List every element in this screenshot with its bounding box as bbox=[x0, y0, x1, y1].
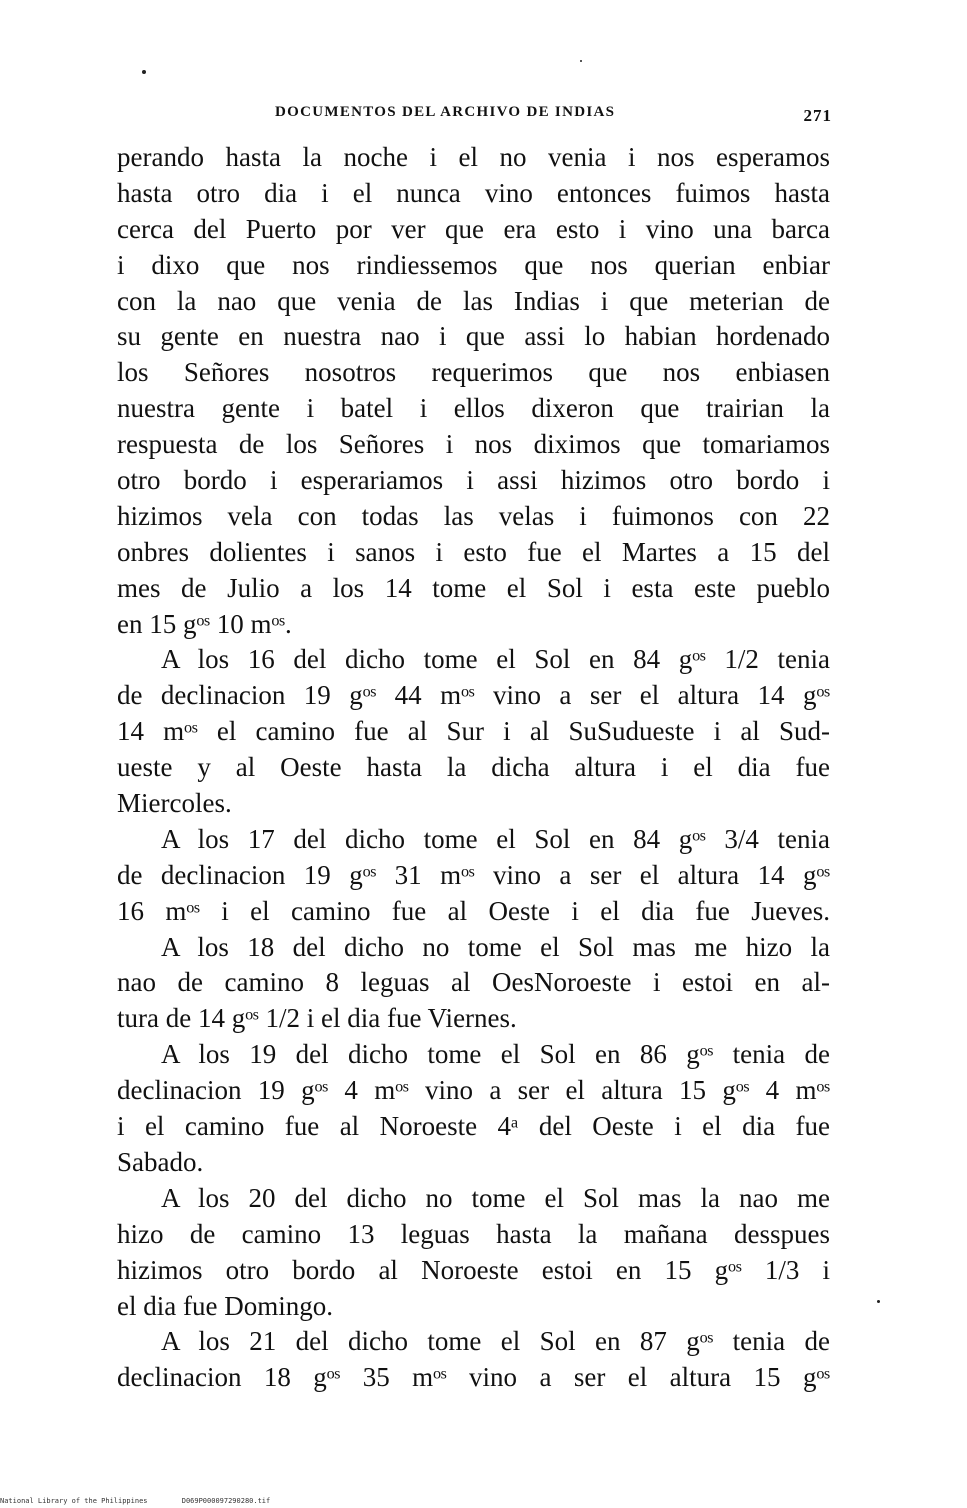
text-line: declinacion 19 gᵒˢ 4 mᵒˢ vino a ser el altura 15 gᵒˢ 4 mᵒˢ bbox=[117, 1075, 830, 1106]
text-line: hizo de camino 13 leguas hasta la mañana desspues bbox=[117, 1218, 830, 1249]
text-line: 14 mᵒˢ el camino fue al Sur i al SuSudueste i al Sud- bbox=[117, 716, 830, 747]
text-line: A los 19 del dicho tome el Sol en 86 gᵒˢ tenia de bbox=[161, 1039, 830, 1070]
text-line: A los 16 del dicho tome el Sol en 84 gᵒˢ 1/2 tenia bbox=[161, 644, 830, 675]
text-line: respuesta de los Señores i nos diximos que tomariamos bbox=[117, 429, 830, 460]
library-credit: National Library of the Philippines bbox=[0, 1497, 148, 1505]
text-line: los Señores nosotros requerimos que nos enbiasen bbox=[117, 357, 830, 388]
text-line: Sabado. bbox=[117, 1146, 204, 1177]
text-line: A los 17 del dicho tome el Sol en 84 gᵒˢ 3/4 tenia bbox=[161, 823, 830, 854]
text-line: de declinacion 19 gᵒˢ 31 mᵒˢ vino a ser el altura 14 gᵒˢ bbox=[117, 859, 830, 890]
text-line: 16 mᵒˢ i el camino fue al Oeste i el dia fue Jueves. bbox=[117, 895, 830, 926]
scan-filename: D069P000097290280.tif bbox=[181, 1497, 271, 1505]
page-header bbox=[120, 104, 832, 128]
text-line: nuestra gente i batel i ellos dixeron que trairian la bbox=[117, 393, 830, 424]
scan-footer bbox=[0, 1497, 300, 1505]
text-line: otro bordo i esperariamos i assi hizimos otro bordo i bbox=[117, 465, 830, 496]
text-line: hizimos vela con todas las velas i fuimonos con 22 bbox=[117, 500, 830, 531]
text-line: cerca del Puerto por ver que era esto i vino una barca bbox=[117, 213, 830, 244]
text-line: con la nao que venia de las Indias i que meterian de bbox=[117, 285, 830, 316]
running-title: DOCUMENTOS DEL ARCHIVO DE INDIAS bbox=[275, 104, 616, 120]
text-line: A los 21 del dicho tome el Sol en 87 gᵒˢ tenia de bbox=[161, 1326, 830, 1357]
text-line: hizimos otro bordo al Noroeste estoi en 15 gᵒˢ 1/3 i bbox=[117, 1254, 830, 1285]
text-line: el dia fue Domingo. bbox=[117, 1290, 333, 1321]
text-line: tura de 14 gᵒˢ 1/2 i el dia fue Viernes. bbox=[117, 1003, 517, 1034]
page-number: 271 bbox=[803, 106, 832, 125]
body-text bbox=[117, 140, 830, 1396]
text-line: i dixo que nos rindiessemos que nos querian enbiar bbox=[117, 249, 830, 280]
text-line: mes de Julio a los 14 tome el Sol i esta este pueblo bbox=[117, 572, 830, 603]
text-line: A los 18 del dicho no tome el Sol mas me hizo la bbox=[161, 931, 830, 962]
text-line: nao de camino 8 leguas al OesNoroeste i estoi en al- bbox=[117, 967, 830, 998]
text-line: A los 20 del dicho no tome el Sol mas la nao me bbox=[161, 1182, 830, 1213]
ink-speck bbox=[142, 70, 146, 74]
text-line: declinacion 18 gᵒˢ 35 mᵒˢ vino a ser el altura 15 gᵒˢ bbox=[117, 1362, 830, 1393]
text-line: su gente en nuestra nao i que assi lo habian hordenado bbox=[117, 321, 830, 352]
text-line: onbres dolientes i sanos i esto fue el Martes a 15 del bbox=[117, 536, 830, 567]
text-line: hasta otro dia i el nunca vino entonces fuimos hasta bbox=[117, 177, 830, 208]
text-line: perando hasta la noche i el no venia i nos esperamos bbox=[117, 142, 830, 172]
ink-speck bbox=[877, 1300, 880, 1303]
text-line: en 15 gᵒˢ 10 mᵒˢ. bbox=[117, 608, 292, 639]
ink-speck bbox=[580, 60, 582, 62]
text-line: Miercoles. bbox=[117, 788, 232, 819]
text-line: ueste y al Oeste hasta la dicha altura i el dia fue bbox=[117, 752, 830, 783]
text-line: i el camino fue al Noroeste 4ᵃ del Oeste i el dia fue bbox=[117, 1111, 830, 1142]
text-line: de declinacion 19 gᵒˢ 44 mᵒˢ vino a ser el altura 14 gᵒˢ bbox=[117, 680, 830, 711]
